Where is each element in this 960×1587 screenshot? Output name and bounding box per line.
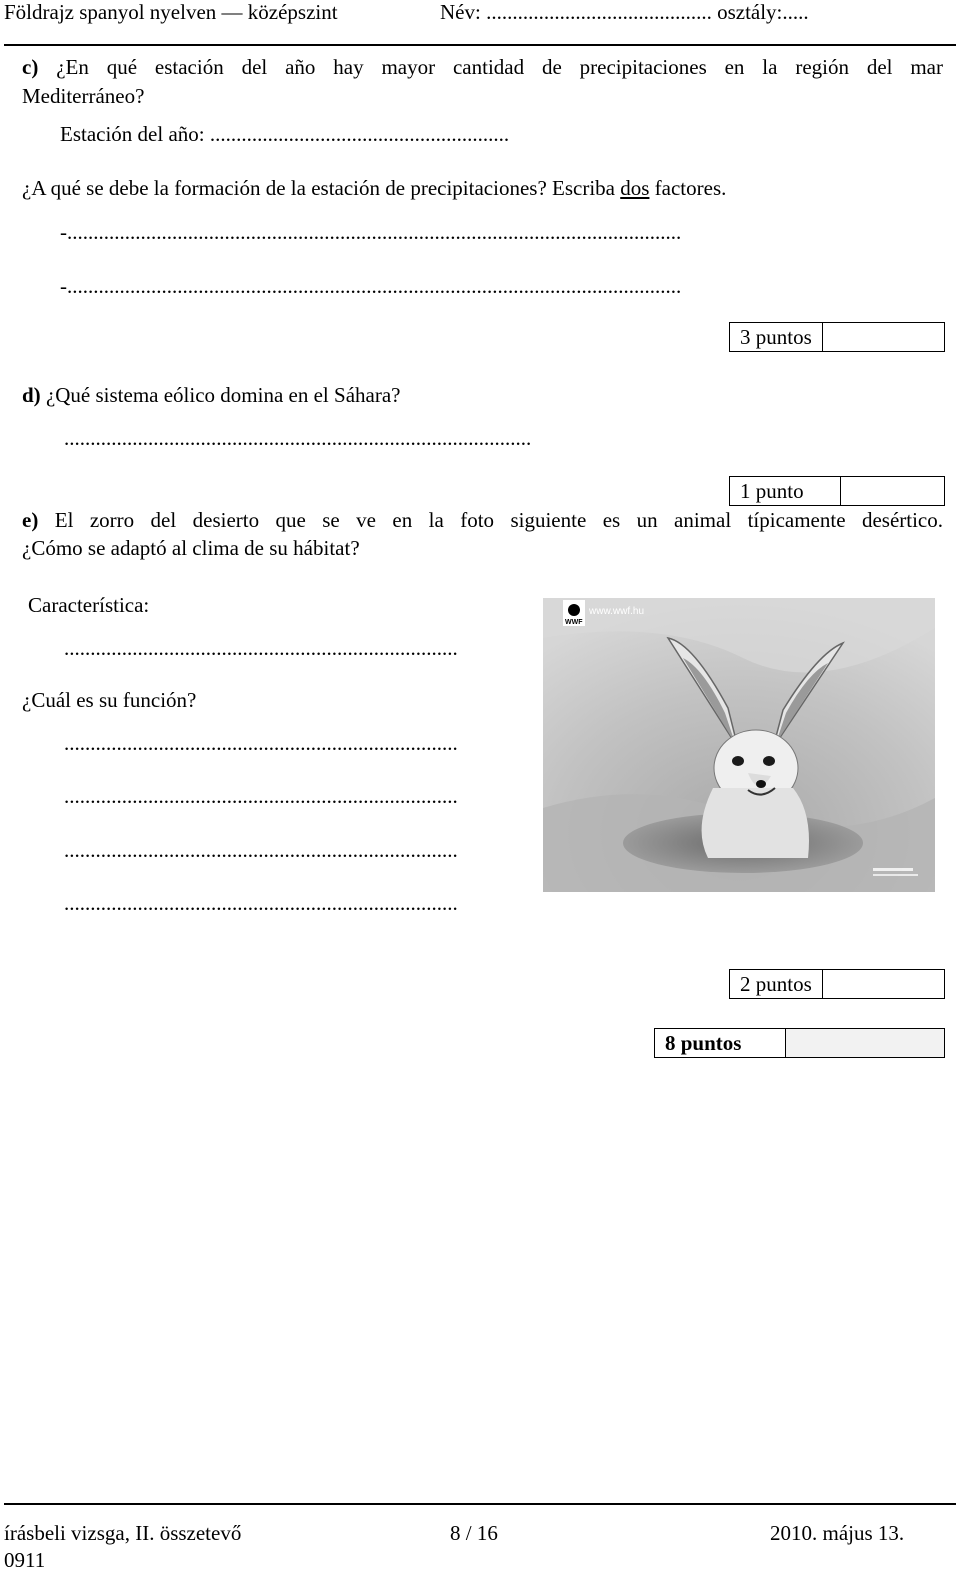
factors-question-underlined: dos xyxy=(620,176,650,200)
score-field-e[interactable] xyxy=(823,970,944,998)
factors-question xyxy=(22,178,726,199)
function-answer-2[interactable]: ........................................................................... xyxy=(64,784,458,808)
score-field-c[interactable] xyxy=(823,323,944,351)
header-left: Földrajz spanyol nyelven — középszint xyxy=(4,0,338,24)
score-box-e xyxy=(729,969,945,999)
footer-date: 2010. május 13. xyxy=(770,1521,905,1545)
total-score-field[interactable] xyxy=(786,1029,944,1057)
feature-answer[interactable]: ........................................................................... xyxy=(64,636,458,660)
question-c-line2: Mediterráneo? xyxy=(22,84,145,108)
score-box-d xyxy=(729,476,945,506)
score-label-c: 3 puntos xyxy=(730,323,823,351)
wwf-logo xyxy=(563,600,585,626)
footer-left: írásbeli vizsga, II. összetevő xyxy=(4,1521,242,1545)
score-field-d[interactable] xyxy=(841,477,944,505)
question-d-marker: d) xyxy=(22,383,41,407)
footer-divider xyxy=(4,1503,956,1505)
question-d-answer[interactable]: ......................................................................................... xyxy=(64,426,532,450)
question-e-line1 xyxy=(22,510,943,531)
question-e-line2: ¿Cómo se adaptó al clima de su hábitat? xyxy=(22,536,360,560)
function-answer-4[interactable]: ........................................................................... xyxy=(64,891,458,915)
feature-label: Característica: xyxy=(28,593,150,617)
wwf-logo-text: WWF xyxy=(565,619,583,626)
question-c-line1 xyxy=(22,57,943,78)
total-score-box xyxy=(654,1028,945,1058)
footer-page-number: 8 / 16 xyxy=(450,1521,498,1545)
question-c-text: ¿En qué estación del año hay mayor cantidad de precipitaciones en la región del mar xyxy=(56,55,943,79)
question-e-marker: e) xyxy=(22,508,39,532)
fennec-fox-photo xyxy=(543,598,935,892)
season-answer-field[interactable]: Estación del año: ......................................................... xyxy=(60,122,510,146)
score-box-c xyxy=(729,322,945,352)
fennec-fox-image xyxy=(543,598,935,892)
footer-code: 0911 xyxy=(4,1548,46,1572)
question-d xyxy=(22,385,400,406)
factor-answer-2[interactable]: -..................................................................................................................... xyxy=(60,274,682,298)
header-divider xyxy=(4,44,956,46)
function-answer-3[interactable]: ........................................................................... xyxy=(64,838,458,862)
factor-answer-1[interactable]: -..................................................................................................................... xyxy=(60,220,682,244)
wwf-url-text: www.wwf.hu xyxy=(589,606,645,617)
score-label-d: 1 punto xyxy=(730,477,841,505)
function-answer-1[interactable]: ........................................................................... xyxy=(64,731,458,755)
question-d-text: ¿Qué sistema eólico domina en el Sáhara? xyxy=(45,383,401,407)
total-score-label: 8 puntos xyxy=(655,1029,786,1057)
question-c-marker: c) xyxy=(22,55,39,79)
factors-question-pre: ¿A qué se debe la formación de la estación de precipitaciones? Escriba xyxy=(22,176,621,200)
question-e-text: El zorro del desierto que se ve en la foto siguiente es un animal típicamente desértico. xyxy=(54,508,944,532)
function-label: ¿Cuál es su función? xyxy=(22,688,197,712)
factors-question-post: factores. xyxy=(649,176,727,200)
score-label-e: 2 puntos xyxy=(730,970,823,998)
header-right: Név: ........................................... osztály:..... xyxy=(440,0,809,24)
